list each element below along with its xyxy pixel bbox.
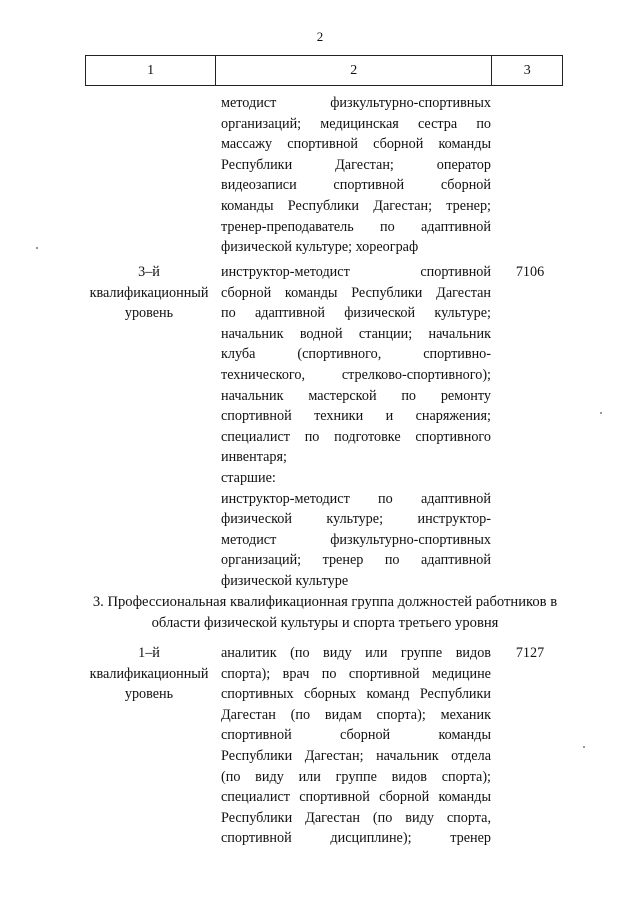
position-line: тренер-преподаватель по адаптивной (221, 218, 491, 235)
position-line: старшие: (221, 469, 276, 486)
position-line: спортивных сборных команд Республики (221, 686, 491, 703)
position-line: спорта); врач по спортивной медицине (221, 665, 491, 682)
level1-positions (221, 643, 491, 849)
level3-positions (221, 262, 491, 592)
position-line: команды Республики Дагестан; тренер; (221, 197, 491, 214)
position-line: клуба (спортивного, спортивно- (221, 346, 491, 363)
position-line: сборной команды Республики Дагестан (221, 284, 491, 301)
level1-label: 1–й квалификационный уровень (89, 645, 209, 703)
position-line: инвентаря; (221, 449, 287, 466)
level3-label: 3–й квалификационный уровень (89, 264, 209, 322)
table-header (85, 55, 563, 86)
position-line: по адаптивной физической культуре; (221, 305, 491, 322)
position-line: методист физкультурно-спортивных (221, 95, 491, 111)
scan-speck (36, 247, 38, 249)
position-line: Республики Дагестан; оператор (221, 156, 491, 173)
position-line: (по виду или группе видов спорта); (221, 768, 491, 785)
section-heading-line2: области физической культуры и спорта третьего уровня (151, 615, 499, 631)
position-line: физической культуре; хореограф (221, 239, 419, 256)
position-line: Дагестан (по видам спорта); механик (221, 706, 491, 723)
position-line: спортивной техники и снаряжения; (221, 408, 491, 425)
position-line: инструктор-методист по адаптивной (221, 490, 491, 507)
position-line: специалист по подготовке спортивного (221, 428, 491, 445)
level1-code: 7127 (515, 645, 545, 661)
page-number: 2 (316, 29, 324, 44)
position-line: спортивной сборной команды (221, 727, 491, 744)
position-line: Республики Дагестан; начальник отдела (221, 747, 491, 764)
position-line: физической культуре; инструктор- (221, 511, 491, 528)
position-line: аналитик (по виду или группе видов (221, 645, 491, 661)
section-heading-line1: 3. Профессиональная квалификационная группа должностей работников в (92, 594, 558, 610)
section-heading (80, 592, 570, 634)
header-col1: 1 (86, 56, 216, 86)
scan-speck (600, 412, 602, 414)
position-line: массажу спортивной сборной команды (221, 136, 491, 153)
position-line: спортивной дисциплине); тренер (221, 830, 491, 847)
position-line: Республики Дагестан (по виду спорта, (221, 809, 491, 826)
position-line: организаций; тренер по адаптивной (221, 552, 491, 569)
position-line: начальник мастерской по ремонту (221, 387, 491, 404)
scan-speck (583, 746, 585, 748)
position-line: организаций; медицинская сестра по (221, 115, 491, 132)
header-col3: 3 (492, 56, 563, 86)
position-line: инструктор-методист спортивной (221, 264, 491, 280)
position-line: видеозаписи спортивной сборной (221, 177, 491, 194)
level3-code: 7106 (515, 264, 545, 280)
position-line: технического, стрелково-спортивного); (221, 366, 491, 383)
position-line: специалист спортивной сборной команды (221, 789, 491, 806)
header-col2: 2 (216, 56, 492, 86)
position-line: методист физкультурно-спортивных (221, 531, 491, 548)
position-line: начальник водной станции; начальник (221, 325, 491, 342)
continuation-positions (221, 93, 491, 258)
position-line: физической культуре (221, 572, 349, 589)
